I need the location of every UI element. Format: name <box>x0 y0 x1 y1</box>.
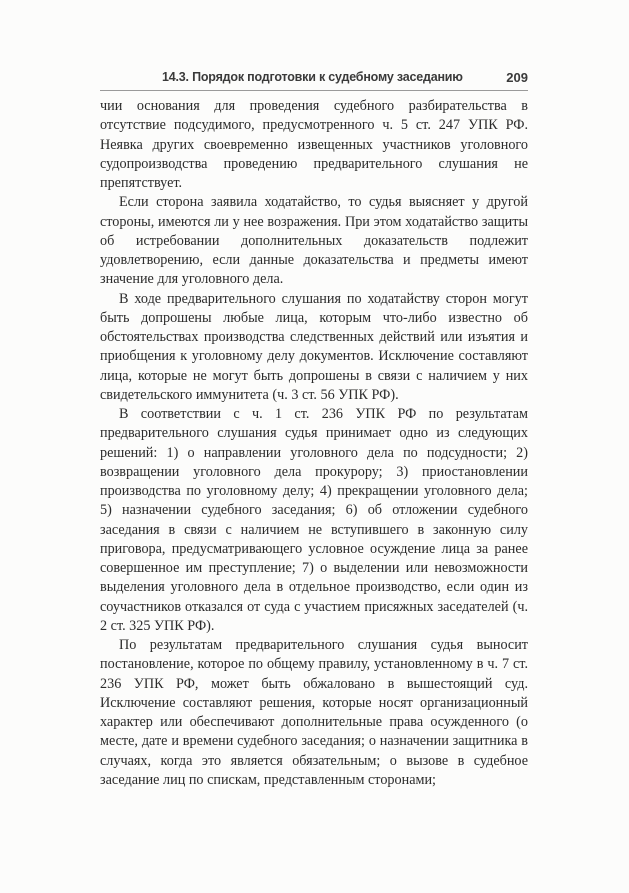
page-number: 209 <box>506 70 528 85</box>
paragraph: В ходе предварительного слушания по ходатайству сторон могут быть допрошены любые лица, которым что-либо известно об обстоятельствах производства следственных действий или изъятия и приобщения к уголовному делу документов. Исключение составляют лица, которые не могут быть допрошены в связи с наличием у них свидетельского иммунитета (ч. 3 ст. 56 УПК РФ). <box>100 290 528 403</box>
paragraph: По результатам предварительного слушания судья выносит постановление, которое по общему правилу, установленному в ч. 7 ст. 236 УПК РФ, может быть обжаловано в вышестоящий суд. Исключение составляют решения, которые носят организационный характер или обеспечивают дополнительные права осужденного (о месте, дате и времени судебного заседания; о назначении защитника в случаях, когда это является обязательным; о вызове в судебное заседание лиц по спискам, представленным сторонами; <box>100 637 528 788</box>
running-header <box>100 70 528 91</box>
body-text <box>100 97 528 790</box>
paragraph: В соответствии с ч. 1 ст. 236 УПК РФ по результатам предварительного слушания судья принимает одно из следующих решений: 1) о направлении уголовного дела по подсудности; 2) возвращении уголовного дела прокурору; 3) приостановлении производства по уголовному делу; 4) прекращении уголовного дела; 5) назначении судебного заседания; 6) об отложении судебного заседания в связи с наличием не вступившего в законную силу приговора, предусматривающего условное осуждение лица за ранее совершенное им преступление; 7) о выделении или невозможности выделения уголовного дела в отдельное производство, если один из соучастников отказался от суда с участием присяжных заседателей (ч. 2 ст. 325 УПК РФ). <box>100 406 528 634</box>
section-title: 14.3. Порядок подготовки к судебному заседанию <box>162 70 463 84</box>
paragraph-continuation: чии основания для проведения судебного разбирательства в отсутствие подсудимого, предусмотренного ч. 5 ст. 247 УПК РФ. Неявка других своевременно извещенных участников уголовного судопроизводства проведению предварительного слушания не препятствует. <box>100 98 528 191</box>
paragraph: Если сторона заявила ходатайство, то судья выясняет у другой стороны, имеются ли у нее возражения. При этом ходатайство защиты об истребовании дополнительных доказательств подлежит удовлетворению, если данные доказательства и предметы имеют значение для уголовного дела. <box>100 194 528 288</box>
